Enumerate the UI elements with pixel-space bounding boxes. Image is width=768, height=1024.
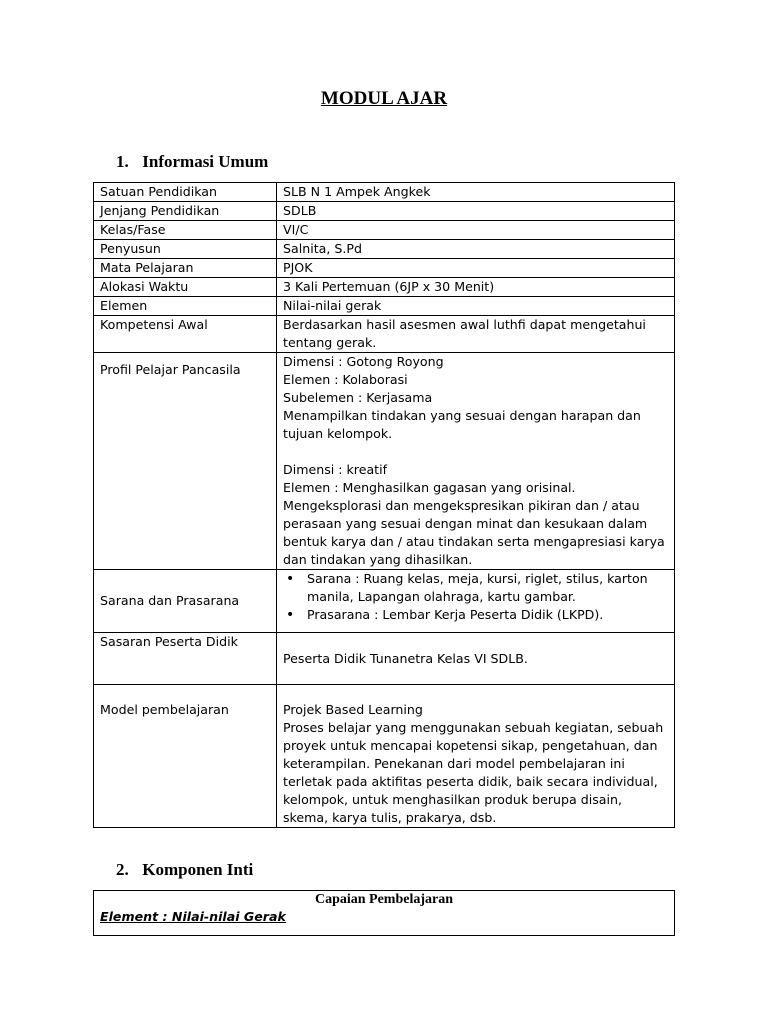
row-value: Berdasarkan hasil asesmen awal luthfi dapat mengetahui tentang gerak. bbox=[277, 316, 675, 353]
profil-label: Profil Pelajar Pancasila bbox=[100, 362, 241, 377]
profil-subelemen-1: Subelemen : Kerjasama bbox=[283, 390, 433, 405]
row-value: 3 Kali Pertemuan (6JP x 30 Menit) bbox=[277, 278, 675, 297]
profil-elemen-1: Elemen : Kolaborasi bbox=[283, 372, 408, 387]
row-label: Mata Pelajaran bbox=[94, 259, 277, 278]
capaian-title: Capaian Pembelajaran bbox=[314, 892, 454, 907]
table-row bbox=[94, 353, 675, 570]
table-row bbox=[94, 633, 675, 685]
table-row bbox=[94, 570, 675, 633]
table-row bbox=[94, 278, 675, 297]
row-label: Kompetensi Awal bbox=[94, 316, 277, 353]
row-value: Salnita, S.Pd bbox=[277, 240, 675, 259]
row-label: Sasaran Peserta Didik bbox=[94, 633, 277, 685]
table-row bbox=[94, 221, 675, 240]
row-value bbox=[277, 570, 675, 633]
profil-dimensi-1: Dimensi : Gotong Royong bbox=[283, 354, 444, 369]
row-label: Alokasi Waktu bbox=[94, 278, 277, 297]
row-value: SDLB bbox=[277, 202, 675, 221]
row-value: Nilai-nilai gerak bbox=[277, 297, 675, 316]
row-value bbox=[277, 685, 675, 828]
capaian-element: Element : Nilai-nilai Gerak bbox=[100, 909, 286, 924]
row-label: Penyusun bbox=[94, 240, 277, 259]
row-value bbox=[277, 353, 675, 570]
document-title: MODUL AJAR bbox=[320, 88, 448, 109]
table-row bbox=[94, 316, 675, 353]
section-heading-informasi-umum bbox=[116, 152, 268, 172]
list-item: • Sarana : Ruang kelas, meja, kursi, riglet, stilus, karton manila, Lapangan olahraga, kartu gambar. bbox=[307, 570, 668, 606]
section-number: 2. bbox=[116, 860, 129, 879]
profil-dimensi-2: Dimensi : kreatif bbox=[283, 462, 388, 477]
profil-elemen-2: Elemen : Menghasilkan gagasan yang orisinal. bbox=[283, 480, 576, 495]
table-row bbox=[94, 202, 675, 221]
row-label: Satuan Pendidikan bbox=[94, 183, 277, 202]
table-row bbox=[94, 240, 675, 259]
profil-desc-2: Mengeksplorasi dan mengekspresikan pikiran dan / atau perasaan yang sesuai dengan minat dan kesukaan dalam bentuk karya dan / atau tindakan serta mengapresiasi karya dan tindakan yang dihasilkan. bbox=[283, 498, 665, 567]
row-value: PJOK bbox=[277, 259, 675, 278]
row-label: Sarana dan Prasarana bbox=[94, 570, 277, 633]
row-value: Peserta Didik Tunanetra Kelas VI SDLB. bbox=[277, 633, 675, 685]
informasi-umum-table bbox=[93, 182, 675, 828]
table-row bbox=[94, 297, 675, 316]
sarana-list bbox=[283, 570, 668, 624]
row-label bbox=[94, 353, 277, 570]
table-row bbox=[94, 685, 675, 828]
row-label: Elemen bbox=[94, 297, 277, 316]
table-row bbox=[94, 259, 675, 278]
row-value: SLB N 1 Ampek Angkek bbox=[277, 183, 675, 202]
section-title: Informasi Umum bbox=[142, 152, 269, 171]
section-number: 1. bbox=[116, 152, 129, 171]
profil-desc-1: Menampilkan tindakan yang sesuai dengan harapan dan tujuan kelompok. bbox=[283, 408, 641, 441]
capaian-pembelajaran-box bbox=[93, 890, 675, 936]
model-title: Projek Based Learning bbox=[283, 702, 423, 717]
row-label: Jenjang Pendidikan bbox=[94, 202, 277, 221]
model-label: Model pembelajaran bbox=[100, 702, 229, 717]
section-heading-komponen-inti bbox=[116, 860, 253, 880]
list-item: • Prasarana : Lembar Kerja Peserta Didik (LKPD). bbox=[307, 606, 668, 624]
row-label: Kelas/Fase bbox=[94, 221, 277, 240]
model-desc: Proses belajar yang menggunakan sebuah kegiatan, sebuah proyek untuk mencapai kopetensi sikap, pengetahuan, dan keterampilan. Penekanan dari model pembelajaran ini terletak pada aktifitas peserta didik, baik secara individual, kelompok, untuk menghasilkan produk berupa disain, skema, karya tulis, prakarya, dsb. bbox=[283, 720, 664, 825]
section-title: Komponen Inti bbox=[142, 860, 254, 879]
row-value: VI/C bbox=[277, 221, 675, 240]
row-label bbox=[94, 685, 277, 828]
table-row bbox=[94, 183, 675, 202]
